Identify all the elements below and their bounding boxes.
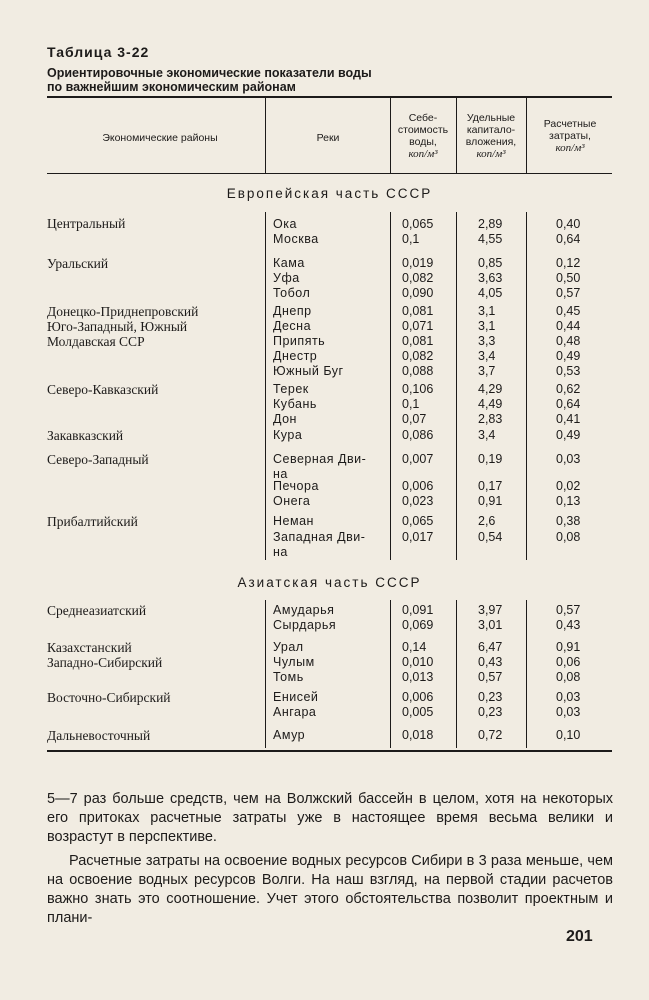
body-divider bbox=[456, 600, 457, 748]
capex-value: 3,3 bbox=[478, 334, 496, 348]
capex-value: 0,23 bbox=[478, 690, 503, 704]
total-value: 0,40 bbox=[556, 217, 581, 231]
region-label: Дальневосточный bbox=[47, 728, 151, 743]
table-top-rule bbox=[47, 96, 612, 98]
capex-value: 3,7 bbox=[478, 364, 496, 378]
total-value: 0,13 bbox=[556, 494, 581, 508]
river-name: Уфа bbox=[273, 271, 300, 285]
capex-value: 3,4 bbox=[478, 349, 496, 363]
cost-value: 0,065 bbox=[402, 514, 434, 528]
total-value: 0,62 bbox=[556, 382, 581, 396]
total-value: 0,44 bbox=[556, 319, 581, 333]
capex-value: 3,63 bbox=[478, 271, 503, 285]
capex-value: 0,23 bbox=[478, 705, 503, 719]
header-bottom-rule bbox=[47, 173, 612, 174]
cost-value: 0,07 bbox=[402, 412, 427, 426]
header-total-unit bbox=[528, 142, 612, 154]
river-name: Западная Дви- bbox=[273, 530, 366, 544]
capex-value: 0,91 bbox=[478, 494, 503, 508]
cost-value: 0,071 bbox=[402, 319, 434, 333]
unit-label: коп/м³ bbox=[555, 142, 585, 154]
total-value: 0,45 bbox=[556, 304, 581, 318]
cost-value: 0,023 bbox=[402, 494, 434, 508]
capex-value: 4,29 bbox=[478, 382, 503, 396]
total-value: 0,64 bbox=[556, 232, 581, 246]
total-value: 0,38 bbox=[556, 514, 581, 528]
header-capex-line: вложения, bbox=[465, 136, 517, 148]
header-river: Реки bbox=[316, 132, 340, 144]
capex-value: 0,54 bbox=[478, 530, 503, 544]
header-cost-unit bbox=[392, 148, 454, 160]
body-divider bbox=[390, 600, 391, 748]
cost-value: 0,065 bbox=[402, 217, 434, 231]
cost-value: 0,14 bbox=[402, 640, 427, 654]
cost-value: 0,018 bbox=[402, 728, 434, 742]
river-name: Дон bbox=[273, 412, 297, 426]
river-name: Северная Дви- bbox=[273, 452, 367, 466]
river-name: Кама bbox=[273, 256, 305, 270]
capex-value: 4,55 bbox=[478, 232, 503, 246]
river-name: Южный Буг bbox=[273, 364, 344, 378]
region-label: Донецко-Приднепровский bbox=[47, 304, 199, 319]
total-value: 0,08 bbox=[556, 530, 581, 544]
total-value: 0,57 bbox=[556, 286, 581, 300]
cost-value: 0,086 bbox=[402, 428, 434, 442]
total-value: 0,03 bbox=[556, 690, 581, 704]
region-label: Казахстанский bbox=[47, 640, 132, 655]
total-value: 0,57 bbox=[556, 603, 581, 617]
river-name: Сырдарья bbox=[273, 618, 337, 632]
total-value: 0,49 bbox=[556, 428, 581, 442]
river-name: Томь bbox=[273, 670, 304, 684]
river-name: Печора bbox=[273, 479, 319, 493]
cost-value: 0,091 bbox=[402, 603, 434, 617]
header-cost bbox=[392, 112, 454, 160]
cost-value: 0,1 bbox=[402, 232, 420, 246]
capex-value: 4,49 bbox=[478, 397, 503, 411]
total-value: 0,03 bbox=[556, 452, 581, 466]
river-name: Амур bbox=[273, 728, 306, 742]
capex-value: 0,72 bbox=[478, 728, 503, 742]
cost-value: 0,106 bbox=[402, 382, 434, 396]
river-name: Припять bbox=[273, 334, 326, 348]
river-name: Терек bbox=[273, 382, 309, 396]
capex-value: 3,97 bbox=[478, 603, 503, 617]
total-value: 0,91 bbox=[556, 640, 581, 654]
total-value: 0,41 bbox=[556, 412, 581, 426]
total-value: 0,08 bbox=[556, 670, 581, 684]
capex-value: 2,83 bbox=[478, 412, 503, 426]
body-divider bbox=[526, 212, 527, 560]
river-name: Онега bbox=[273, 494, 311, 508]
capex-value: 6,47 bbox=[478, 640, 503, 654]
body-divider bbox=[265, 212, 266, 560]
river-name: Кубань bbox=[273, 397, 317, 411]
cost-value: 0,081 bbox=[402, 304, 434, 318]
section-asia: Азиатская часть СССР bbox=[237, 575, 422, 590]
capex-value: 3,1 bbox=[478, 304, 496, 318]
total-value: 0,48 bbox=[556, 334, 581, 348]
capex-value: 3,01 bbox=[478, 618, 503, 632]
capex-value: 0,17 bbox=[478, 479, 503, 493]
header-total-line: Расчетные bbox=[543, 118, 597, 130]
capex-value: 3,4 bbox=[478, 428, 496, 442]
river-name: Москва bbox=[273, 232, 319, 246]
header-capex-line: капитало- bbox=[466, 124, 516, 136]
total-value: 0,03 bbox=[556, 705, 581, 719]
body-divider bbox=[390, 212, 391, 560]
header-divider bbox=[456, 98, 457, 173]
river-name: Днепр bbox=[273, 304, 312, 318]
river-name: Амударья bbox=[273, 603, 335, 617]
capex-value: 2,89 bbox=[478, 217, 503, 231]
cost-value: 0,017 bbox=[402, 530, 434, 544]
header-capex bbox=[458, 112, 524, 160]
body-divider bbox=[456, 212, 457, 560]
cost-value: 0,010 bbox=[402, 655, 434, 669]
header-total-line: затраты, bbox=[549, 130, 591, 142]
capex-value: 0,19 bbox=[478, 452, 503, 466]
cost-value: 0,005 bbox=[402, 705, 434, 719]
header-divider bbox=[390, 98, 391, 173]
cost-value: 0,090 bbox=[402, 286, 434, 300]
paragraph-2: Расчетные затраты на освоение водных ресурсов Сибири в 3 раза меньше, чем на освоение водных ресурсов Волги. На наш взгляд, на первой стадии расчетов важно знать это соотношение. Учет этого обстоятельства позволит проектным и плани- bbox=[47, 853, 613, 926]
river-name: Десна bbox=[273, 319, 312, 333]
paragraph-1: 5—7 раз больше средств, чем на Волжский бассейн в целом, хотя на некоторых его притоках расчетные затраты уже в настоящее время весьма велики и возрастут в перспективе. bbox=[47, 791, 613, 845]
cost-value: 0,006 bbox=[402, 690, 434, 704]
cost-value: 0,006 bbox=[402, 479, 434, 493]
cost-value: 0,081 bbox=[402, 334, 434, 348]
region-label: Молдавская ССР bbox=[47, 334, 145, 349]
total-value: 0,02 bbox=[556, 479, 581, 493]
river-name: Ока bbox=[273, 217, 297, 231]
total-value: 0,06 bbox=[556, 655, 581, 669]
cost-value: 0,007 bbox=[402, 452, 434, 466]
table-bottom-rule bbox=[47, 750, 612, 752]
header-cost-line: воды, bbox=[409, 136, 437, 148]
section-europe: Европейская часть СССР bbox=[226, 186, 433, 201]
region-label: Закавказский bbox=[47, 428, 124, 443]
capex-value: 0,57 bbox=[478, 670, 503, 684]
cost-value: 0,082 bbox=[402, 349, 434, 363]
river-name: Неман bbox=[273, 514, 314, 528]
region-label: Северо-Западный bbox=[47, 452, 149, 467]
header-cost-line: стоимость bbox=[397, 124, 449, 136]
region-label: Уральский bbox=[47, 256, 109, 271]
river-name: Кура bbox=[273, 428, 303, 442]
capex-value: 3,1 bbox=[478, 319, 496, 333]
header-divider bbox=[526, 98, 527, 173]
region-label: Западно-Сибирский bbox=[47, 655, 163, 670]
region-label: Северо-Кавказский bbox=[47, 382, 159, 397]
total-value: 0,12 bbox=[556, 256, 581, 270]
cost-value: 0,082 bbox=[402, 271, 434, 285]
unit-label: коп/м³ bbox=[476, 148, 506, 160]
total-value: 0,50 bbox=[556, 271, 581, 285]
total-value: 0,49 bbox=[556, 349, 581, 363]
river-name: Днестр bbox=[273, 349, 318, 363]
river-name: Тобол bbox=[273, 286, 311, 300]
region-label: Центральный bbox=[47, 216, 126, 231]
unit-label: коп/м³ bbox=[408, 148, 438, 160]
river-name: Чулым bbox=[273, 655, 315, 669]
cost-value: 0,019 bbox=[402, 256, 434, 270]
table-title-line-1: Ориентировочные экономические показатели воды bbox=[47, 66, 372, 80]
total-value: 0,10 bbox=[556, 728, 581, 742]
river-name: Ангара bbox=[273, 705, 317, 719]
header-cost-line: Себе- bbox=[408, 112, 438, 124]
capex-value: 0,43 bbox=[478, 655, 503, 669]
region-label: Среднеазиатский bbox=[47, 603, 147, 618]
table-title bbox=[47, 66, 607, 94]
cost-value: 0,1 bbox=[402, 397, 420, 411]
river-name: Урал bbox=[273, 640, 304, 654]
header-divider bbox=[265, 98, 266, 173]
total-value: 0,43 bbox=[556, 618, 581, 632]
table-title-line-2: по важнейшим экономическим районам bbox=[47, 80, 296, 94]
region-label: Прибалтийский bbox=[47, 514, 138, 529]
page-number: 201 bbox=[566, 928, 593, 945]
cost-value: 0,088 bbox=[402, 364, 434, 378]
river-name-continuation: на bbox=[273, 467, 288, 481]
header-capex-line: Удельные bbox=[466, 112, 516, 124]
capex-value: 4,05 bbox=[478, 286, 503, 300]
capex-value: 0,85 bbox=[478, 256, 503, 270]
region-label: Восточно-Сибирский bbox=[47, 690, 171, 705]
body-divider bbox=[265, 600, 266, 748]
header-capex-unit bbox=[458, 148, 524, 160]
river-name-continuation: на bbox=[273, 545, 288, 559]
cost-value: 0,013 bbox=[402, 670, 434, 684]
total-value: 0,64 bbox=[556, 397, 581, 411]
cost-value: 0,069 bbox=[402, 618, 434, 632]
body-divider bbox=[526, 600, 527, 748]
header-total bbox=[528, 118, 612, 154]
total-value: 0,53 bbox=[556, 364, 581, 378]
capex-value: 2,6 bbox=[478, 514, 496, 528]
river-name: Енисей bbox=[273, 690, 319, 704]
region-label: Юго-Западный, Южный bbox=[47, 319, 188, 334]
table-number: Таблица 3-22 bbox=[47, 44, 150, 60]
header-region: Экономические районы bbox=[102, 132, 218, 144]
